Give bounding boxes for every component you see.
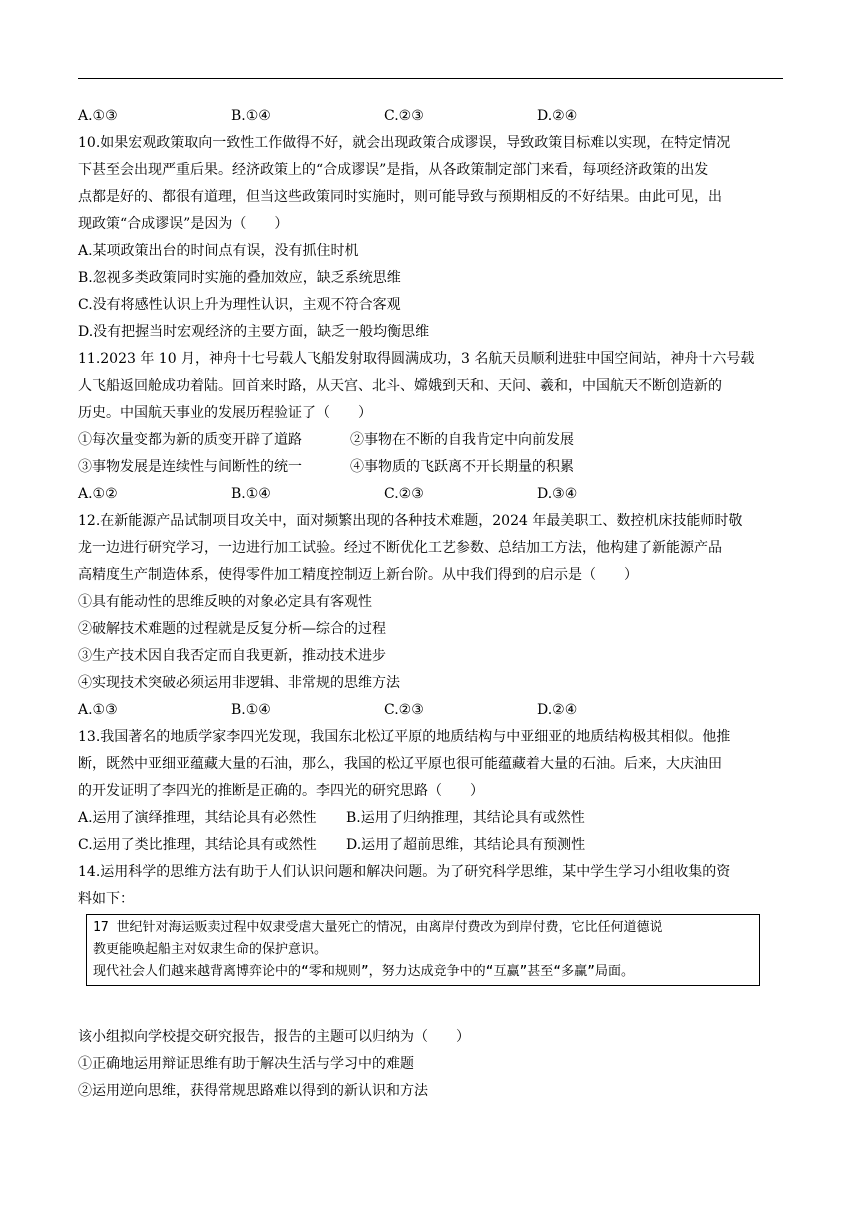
statement: ①具有能动性的思维反映的对象必定具有客观性 [78,594,372,610]
question-14 [78,859,783,913]
question-12 [78,508,783,724]
question-stem-line: 历史。中国航天事业的发展历程验证了（ ） [78,405,372,421]
q12-options [78,697,783,724]
q11-options [78,481,783,508]
statement: ②运用逆向思维，获得常规思路难以得到的新认识和方法 [78,1083,428,1099]
option-b: B.忽视多类政策同时实施的叠加效应，缺乏系统思维 [78,270,401,286]
question-14-continued [78,1024,783,1105]
statement: ①正确地运用辩证思维有助于解决生活与学习中的难题 [78,1056,414,1072]
question-stem-line: 高精度生产制造体系，使得零件加工精度控制迈上新台阶。从中我们得到的启示是（ ） [78,567,638,583]
option-d: D.②④ [537,108,578,124]
option-d: D.②④ [537,702,578,718]
material-line: 现代社会人们越来越背离博弈论中的“零和规则”，努力达成竞争中的“互赢”甚至“多赢”局面。 [93,964,634,979]
question-stem-line: 点都是好的、都很有道理，但当这些政策同时实施时，则可能导致与预期相反的不好结果。由此可见，出 [78,189,722,205]
option-row [78,832,783,859]
question-stem-line: 人飞船返回舱成功着陆。回首来时路，从天宫、北斗、嫦娥到天和、天问、羲和，中国航天不断创造新的 [78,378,722,394]
material-box [86,914,760,986]
question-10 [78,130,783,346]
option-c: C.②③ [384,108,424,124]
statement: ②事物在不断的自我肯定中向前发展 [350,432,574,448]
question-stem-line: 10.如果宏观政策取向一致性工作做得不好，就会出现政策合成谬误，导致政策目标难以实现，在特定情况 [78,135,731,151]
option-d: D.③④ [537,486,578,502]
q9-options [78,103,783,130]
question-11 [78,346,783,508]
question-stem-line: 11.2023 年 10 月，神舟十七号载人飞船发射取得圆满成功，3 名航天员顺利进驻中国空间站，神舟十六号载 [78,351,755,367]
question-stem-line: 的开发证明了李四光的推断是正确的。李四光的研究思路（ ） [78,783,484,799]
option-a: A.①② [78,486,118,502]
question-stem-line: 13.我国著名的地质学家李四光发现，我国东北松辽平原的地质结构与中亚细亚的地质结构极其相似。他推 [78,729,731,745]
statement: ④事物质的飞跃离不开长期量的积累 [350,459,574,475]
question-stem-line: 现政策“合成谬误”是因为（ ） [78,216,289,232]
statement: ①每次量变都为新的质变开辟了道路 [78,432,302,448]
material-line: 17 世纪针对海运贩卖过程中奴隶受虐大量死亡的情况，由离岸付费改为到岸付费，它比任何道德说 [93,920,663,935]
statement: ③事物发展是连续性与间断性的统一 [78,459,302,475]
question-stem-line: 下甚至会出现严重后果。经济政策上的“合成谬误”是指，从各政策制定部门来看，每项经济政策的出发 [78,162,709,178]
option-b: B.①④ [231,486,271,502]
option-row [78,805,783,832]
statement: ②破解技术难题的过程就是反复分析—综合的过程 [78,621,386,637]
question-stem-line: 12.在新能源产品试制项目攻关中，面对频繁出现的各种技术难题，2024 年最美职工、数控机床技能师时敬 [78,513,743,529]
question-13 [78,724,783,859]
option-a: A.①③ [78,702,118,718]
option-b: B.运用了归纳推理，其结论具有或然性 [346,810,585,826]
option-b: B.①④ [231,108,271,124]
option-a: A.运用了演绎推理，其结论具有必然性 [78,810,317,826]
option-a: A.①③ [78,108,118,124]
option-c: C.没有将感性认识上升为理性认识，主观不符合客观 [78,297,401,313]
option-a: A.某项政策出台的时间点有误，没有抓住时机 [78,243,359,259]
option-c: C.②③ [384,702,424,718]
option-d: D.没有把握当时宏观经济的主要方面，缺乏一般均衡思维 [78,324,430,340]
question-stem-line: 龙一边进行研究学习，一边进行加工试验。经过不断优化工艺参数、总结加工方法，他构建了新能源产品 [78,540,722,556]
statement: ③生产技术因自我否定而自我更新，推动技术进步 [78,648,386,664]
statement-row [78,454,783,481]
option-c: C.运用了类比推理，其结论具有或然性 [78,837,317,853]
question-prompt: 该小组拟向学校提交研究报告，报告的主题可以归纳为（ ） [78,1029,470,1045]
option-c: C.②③ [384,486,424,502]
question-stem-line: 断，既然中亚细亚蕴藏大量的石油，那么，我国的松辽平原也很可能蕴藏着大量的石油。后来，大庆油田 [78,756,722,772]
question-stem-line: 料如下： [78,891,134,907]
option-d: D.运用了超前思维，其结论具有预测性 [346,837,586,853]
material-line: 教更能唤起船主对奴隶生命的保护意识。 [93,942,328,957]
option-b: B.①④ [231,702,271,718]
header-rule [78,78,783,79]
question-stem-line: 14.运用科学的思维方法有助于人们认识问题和解决问题。为了研究科学思维，某中学生学习小组收集的资 [78,864,731,880]
statement-row [78,427,783,454]
exam-page [78,103,783,913]
statement: ④实现技术突破必须运用非逻辑、非常规的思维方法 [78,675,400,691]
